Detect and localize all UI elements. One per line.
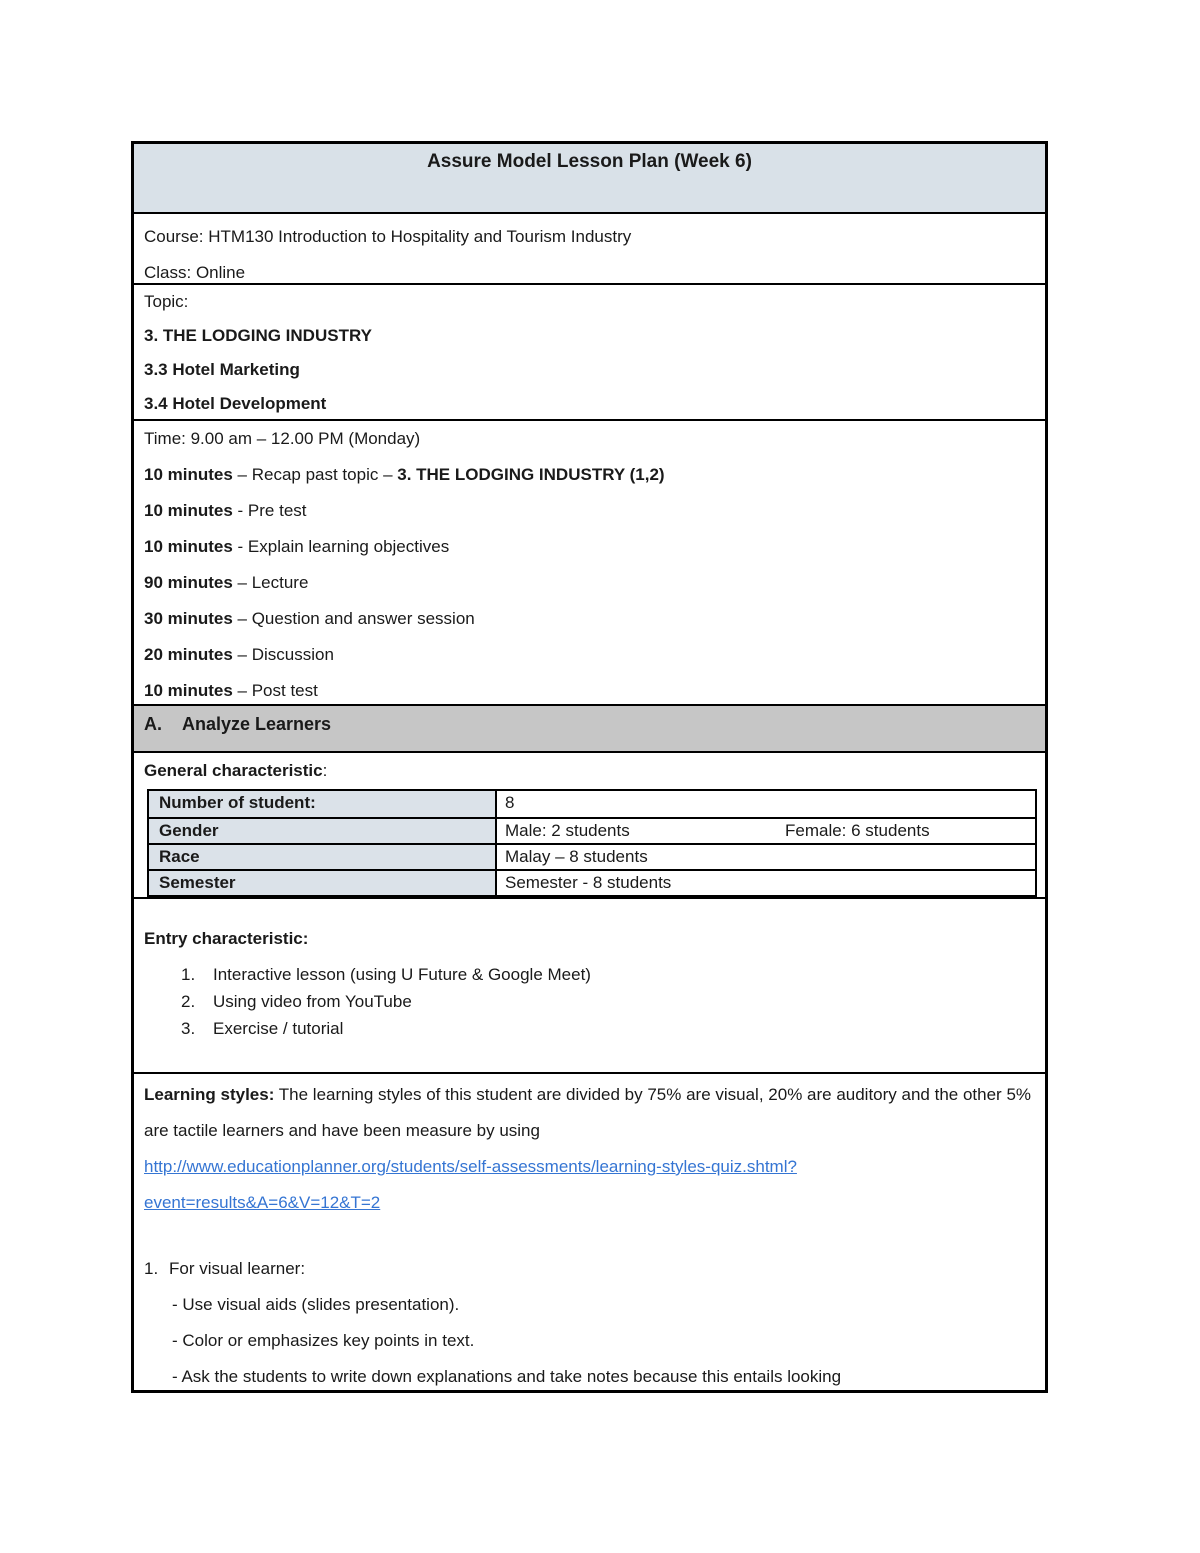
table-row (149, 791, 1035, 817)
general-heading: General characteristic: (144, 761, 328, 780)
list-item: 3. Exercise / tutorial (181, 1019, 344, 1038)
schedule-item: 10 minutes – Post test (144, 681, 318, 700)
topic-item: 3.4 Hotel Development (144, 394, 327, 413)
entry-heading: Entry characteristic: (144, 929, 309, 948)
entry-characteristic-row (134, 897, 1045, 1072)
topic-row (134, 283, 1045, 419)
table-row (149, 843, 1035, 869)
schedule-item: 90 minutes – Lecture (144, 573, 309, 592)
visual-learner-heading: 1. For visual learner: (144, 1259, 306, 1278)
learning-styles-quiz-link[interactable]: http://www.educationplanner.org/students/self-assessments/learning-styles-quiz.shtml? (144, 1157, 797, 1176)
lesson-plan-table (131, 141, 1048, 1393)
topic-item: 3.3 Hotel Marketing (144, 360, 300, 379)
schedule-item: 10 minutes – Recap past topic – 3. THE LODGING INDUSTRY (1,2) (144, 465, 665, 484)
time-row (134, 419, 1045, 704)
learning-styles-row (134, 1072, 1045, 1386)
table-row (149, 817, 1035, 843)
visual-learner-point: - Use visual aids (slides presentation). (172, 1295, 460, 1314)
general-characteristic-row (134, 751, 1045, 897)
section-letter: A. (144, 714, 162, 734)
time-line: Time: 9.00 am – 12.00 PM (Monday) (144, 429, 421, 448)
course-line: Course: HTM130 Introduction to Hospitality and Tourism Industry (144, 227, 632, 246)
topic-label: Topic: (144, 292, 189, 311)
row-value: 8 (505, 793, 515, 812)
row-value: Malay – 8 students (505, 847, 648, 866)
schedule-item: 10 minutes - Explain learning objectives (144, 537, 450, 556)
list-item: 1. Interactive lesson (using U Future & Google Meet) (181, 965, 591, 984)
spacer (144, 1221, 1035, 1251)
list-item: 2. Using video from YouTube (181, 992, 412, 1011)
class-line: Class: Online (144, 263, 246, 282)
row-label: Gender (149, 819, 497, 843)
schedule-item: 30 minutes – Question and answer session (144, 609, 475, 628)
schedule-item: 20 minutes – Discussion (144, 645, 334, 664)
student-info-table (147, 789, 1037, 897)
visual-learner-point: - Ask the students to write down explanations and take notes because this entails looking (172, 1367, 842, 1386)
row-label: Number of student: (149, 791, 497, 817)
schedule-item: 10 minutes - Pre test (144, 501, 307, 520)
topic-item: 3. THE LODGING INDUSTRY (144, 326, 372, 345)
visual-learner-point: - Color or emphasizes key points in text. (172, 1331, 475, 1350)
row-label: Race (149, 845, 497, 869)
course-row (134, 212, 1045, 283)
table-row (149, 869, 1035, 895)
section-a-header (134, 704, 1045, 751)
row-label: Semester (149, 871, 497, 895)
row-value: Semester - 8 students (505, 873, 672, 892)
title-row (134, 144, 1045, 212)
learning-styles-quiz-link-continued[interactable]: event=results&A=6&V=12&T=2 (144, 1193, 381, 1212)
page-title: Assure Model Lesson Plan (Week 6) (427, 151, 752, 172)
row-value: Male: 2 students Female: 6 students (505, 821, 930, 840)
learning-styles-paragraph: Learning styles: The learning styles of this student are divided by 75% are visual, 20% are auditory and the other 5% are tactile learners and have been measure by using (144, 1085, 1032, 1140)
section-title: Analyze Learners (182, 714, 332, 734)
